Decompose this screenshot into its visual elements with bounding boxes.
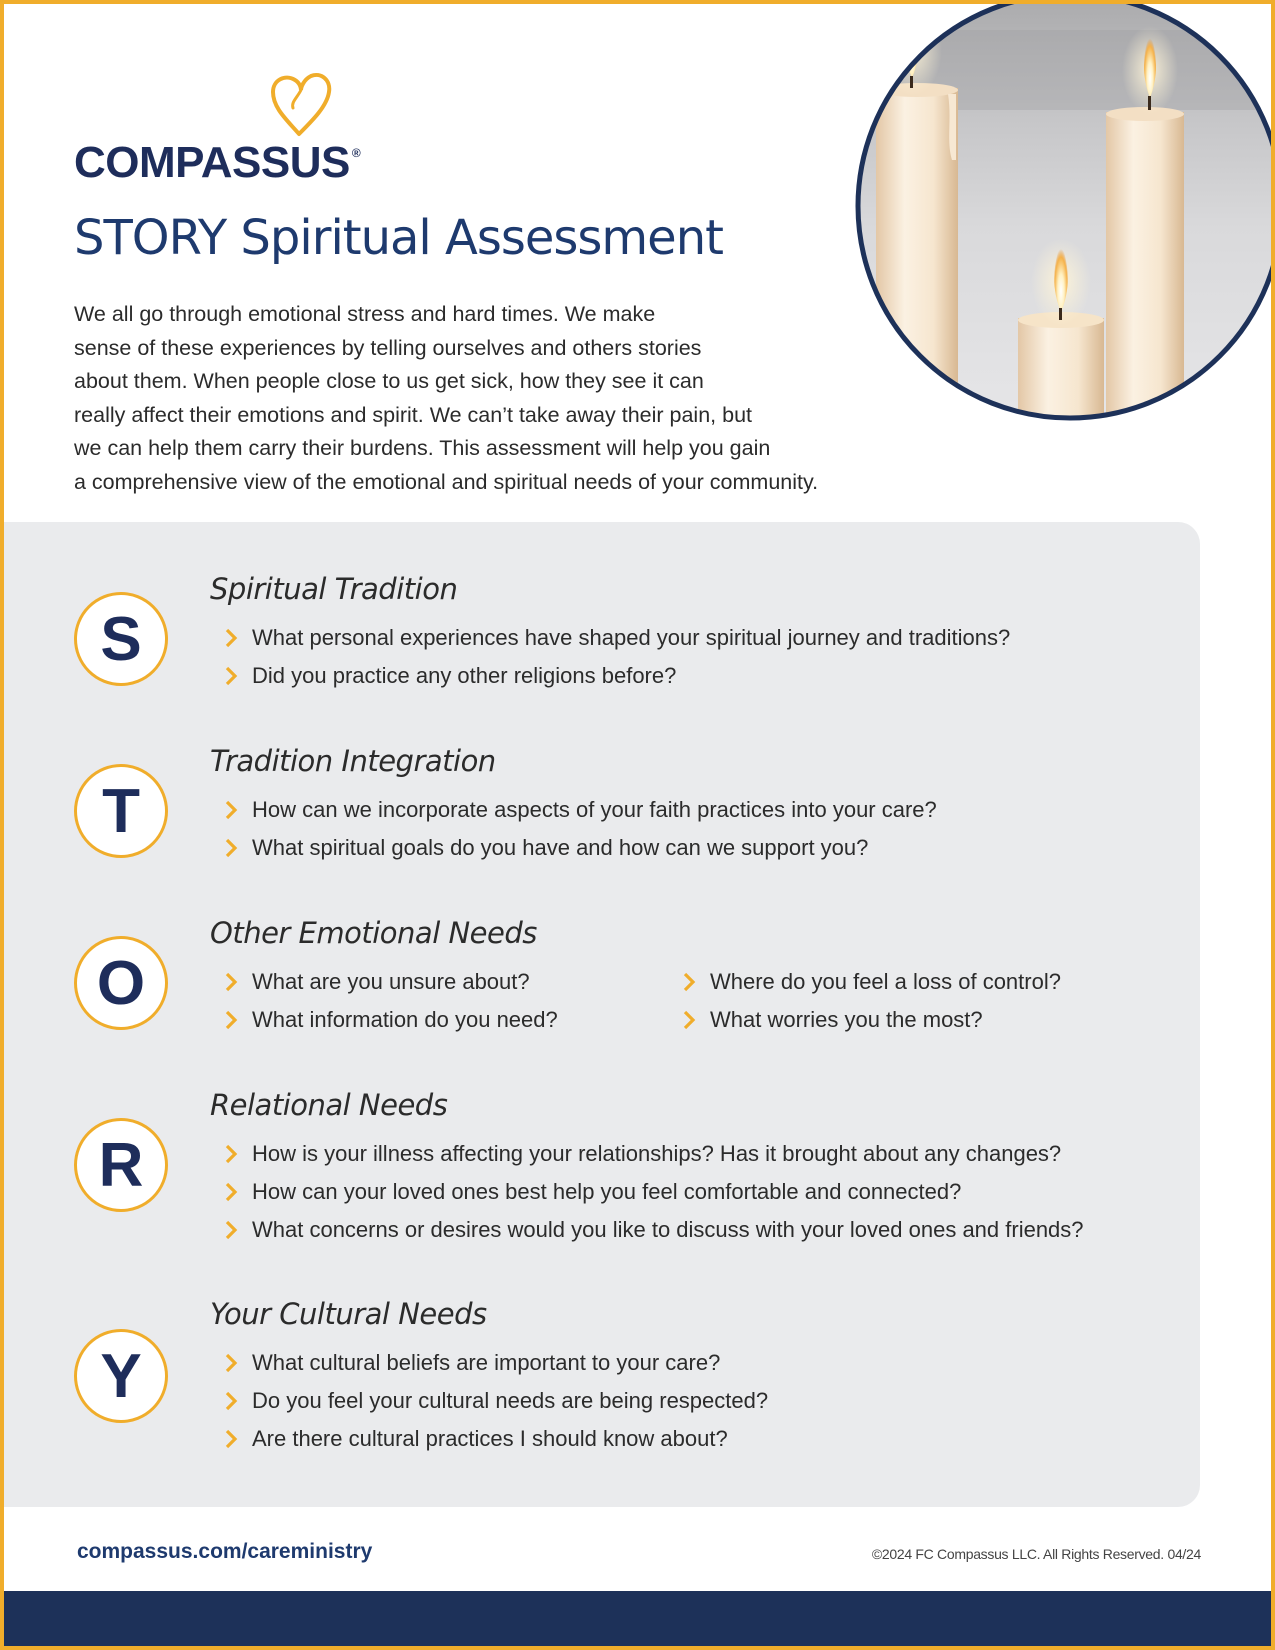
intro-line: really affect their emotions and spirit. We can’t take away their pain, but [74, 402, 752, 427]
question-item: Are there cultural practices I should know about? [224, 1420, 768, 1458]
question-item: What information do you need? [224, 1001, 558, 1039]
heart-icon [269, 72, 333, 138]
letter-badge: S [74, 592, 168, 686]
intro-paragraph [74, 298, 914, 499]
question-item: What concerns or desires would you like to discuss with your loved ones and friends? [224, 1211, 1084, 1249]
page-title: STORY Spiritual Assessment [74, 210, 723, 266]
chevron-right-icon [682, 1010, 696, 1030]
question-item: Did you practice any other religions before? [224, 657, 1010, 695]
logo-wordmark: COMPASSUS ® [74, 138, 361, 187]
chevron-right-icon [224, 1353, 238, 1373]
question-item: What worries you the most? [682, 1001, 1061, 1039]
question-item: Where do you feel a loss of control? [682, 963, 1061, 1001]
compassus-logo [74, 72, 374, 192]
intro-line: a comprehensive view of the emotional and spiritual needs of your community. [74, 469, 819, 494]
intro-line: We all go through emotional stress and hard times. We make [74, 302, 656, 326]
chevron-right-icon [224, 838, 238, 858]
copyright-notice: ©2024 FC Compassus LLC. All Rights Reserved. 04/24 [871, 1546, 1201, 1562]
question-item: What are you unsure about? [224, 963, 558, 1001]
section-heading: Spiritual Tradition [210, 572, 458, 606]
footer-bar [0, 1591, 1275, 1650]
section-heading: Relational Needs [210, 1088, 448, 1122]
intro-line: about them. When people close to us get sick, how they see it can [74, 369, 704, 393]
chevron-right-icon [682, 972, 696, 992]
chevron-right-icon [224, 1182, 238, 1202]
chevron-right-icon [224, 628, 238, 648]
question-item: What personal experiences have shaped your spiritual journey and traditions? [224, 619, 1010, 657]
candles-photo [852, 0, 1275, 422]
letter-badge: T [74, 764, 168, 858]
chevron-right-icon [224, 1220, 238, 1240]
chevron-right-icon [224, 1391, 238, 1411]
section-heading: Tradition Integration [210, 744, 496, 778]
chevron-right-icon [224, 800, 238, 820]
letter-badge: O [74, 936, 168, 1030]
question-item: How is your illness affecting your relationships? Has it brought about any changes? [224, 1135, 1084, 1173]
section-heading: Other Emotional Needs [210, 916, 537, 950]
question-item: How can we incorporate aspects of your faith practices into your care? [224, 791, 937, 829]
question-item: What cultural beliefs are important to your care? [224, 1344, 768, 1382]
chevron-right-icon [224, 1010, 238, 1030]
chevron-right-icon [224, 666, 238, 686]
chevron-right-icon [224, 972, 238, 992]
letter-badge: Y [74, 1329, 168, 1423]
footer-website-link[interactable]: compassus.com/careministry [77, 1540, 373, 1563]
intro-line: we can help them carry their burdens. This assessment will help you gain [74, 436, 771, 460]
chevron-right-icon [224, 1144, 238, 1164]
question-item: Do you feel your cultural needs are being respected? [224, 1382, 768, 1420]
chevron-right-icon [224, 1429, 238, 1449]
section-heading: Your Cultural Needs [210, 1297, 487, 1331]
question-item: How can your loved ones best help you feel comfortable and connected? [224, 1173, 1084, 1211]
letter-badge: R [74, 1118, 168, 1212]
question-item: What spiritual goals do you have and how can we support you? [224, 829, 937, 867]
intro-line: sense of these experiences by telling ourselves and others stories [74, 335, 702, 360]
